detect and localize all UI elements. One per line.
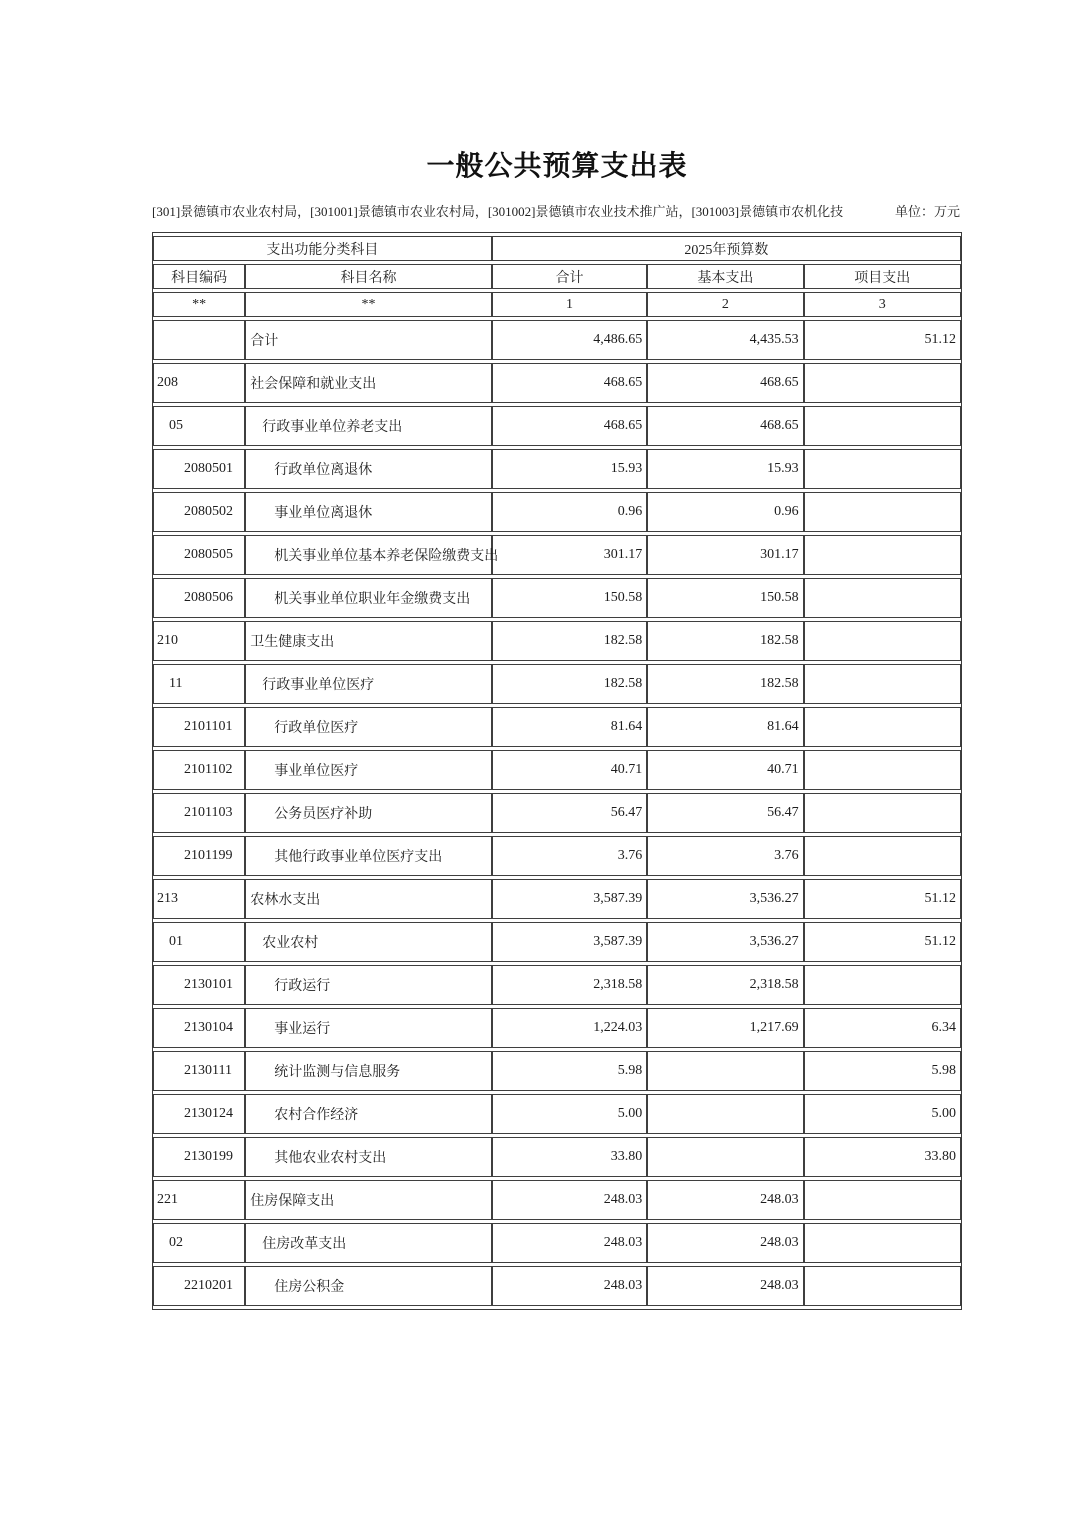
- subject-name-cell: 其他行政事业单位医疗支出: [245, 836, 492, 876]
- basic-expense-cell: 248.03: [647, 1223, 803, 1263]
- total-cell: 15.93: [492, 449, 647, 489]
- subject-name-cell: 合计: [245, 320, 492, 360]
- subject-code-cell: 2080505: [153, 535, 245, 575]
- project-expense-cell: [804, 965, 961, 1005]
- subject-name-cell: 行政单位离退休: [245, 449, 492, 489]
- table-row: [153, 1008, 961, 1048]
- project-expense-cell: [804, 836, 961, 876]
- total-cell: 1,224.03: [492, 1008, 647, 1048]
- subject-code-cell: 02: [153, 1223, 245, 1263]
- table-row: [153, 750, 961, 790]
- subject-name-cell: 农林水支出: [245, 879, 492, 919]
- header-col-total: 合计: [492, 264, 647, 289]
- budget-document-page: [152, 144, 962, 1310]
- subject-code-cell: 05: [153, 406, 245, 446]
- project-expense-cell: [804, 793, 961, 833]
- basic-expense-cell: 248.03: [647, 1266, 803, 1306]
- total-cell: 5.98: [492, 1051, 647, 1091]
- basic-expense-cell: 56.47: [647, 793, 803, 833]
- total-cell: 3,587.39: [492, 922, 647, 962]
- header-budget-group: 2025年预算数: [492, 236, 961, 261]
- subject-code-cell: 2130111: [153, 1051, 245, 1091]
- table-row: [153, 1266, 961, 1306]
- total-cell: 81.64: [492, 707, 647, 747]
- total-cell: 0.96: [492, 492, 647, 532]
- basic-expense-cell: 468.65: [647, 363, 803, 403]
- subject-name-cell: 事业单位离退休: [245, 492, 492, 532]
- meta-row: [152, 203, 962, 220]
- project-expense-cell: 5.98: [804, 1051, 961, 1091]
- placeholder-project: 3: [804, 292, 961, 317]
- basic-expense-cell: 0.96: [647, 492, 803, 532]
- placeholder-total: 1: [492, 292, 647, 317]
- total-cell: 33.80: [492, 1137, 647, 1177]
- total-cell: 40.71: [492, 750, 647, 790]
- header-col-project: 项目支出: [804, 264, 961, 289]
- subject-code-cell: 2130104: [153, 1008, 245, 1048]
- basic-expense-cell: [647, 1137, 803, 1177]
- subject-code-cell: 2080502: [153, 492, 245, 532]
- project-expense-cell: [804, 535, 961, 575]
- basic-expense-cell: 40.71: [647, 750, 803, 790]
- total-cell: 3.76: [492, 836, 647, 876]
- table-row: [153, 1223, 961, 1263]
- basic-expense-cell: 182.58: [647, 664, 803, 704]
- basic-expense-cell: 301.17: [647, 535, 803, 575]
- table-row: [153, 879, 961, 919]
- table-row: [153, 449, 961, 489]
- basic-expense-cell: 1,217.69: [647, 1008, 803, 1048]
- subject-name-cell: 住房公积金: [245, 1266, 492, 1306]
- placeholder-code: **: [153, 292, 245, 317]
- header-group-row: [153, 236, 961, 261]
- subject-name-cell: 社会保障和就业支出: [245, 363, 492, 403]
- subject-code-cell: 11: [153, 664, 245, 704]
- subject-name-cell: 行政事业单位医疗: [245, 664, 492, 704]
- basic-expense-cell: 182.58: [647, 621, 803, 661]
- table-row: [153, 793, 961, 833]
- basic-expense-cell: [647, 1051, 803, 1091]
- table-row: [153, 535, 961, 575]
- subject-code-cell: 2130199: [153, 1137, 245, 1177]
- basic-expense-cell: 15.93: [647, 449, 803, 489]
- org-unit-list: [152, 203, 844, 220]
- subject-name-cell: 其他农业农村支出: [245, 1137, 492, 1177]
- subject-code-cell: [153, 320, 245, 360]
- subject-name-cell: 事业单位医疗: [245, 750, 492, 790]
- subject-code-cell: 2130101: [153, 965, 245, 1005]
- basic-expense-cell: 248.03: [647, 1180, 803, 1220]
- table-row: [153, 1180, 961, 1220]
- basic-expense-cell: 3,536.27: [647, 879, 803, 919]
- total-cell: 56.47: [492, 793, 647, 833]
- header-col-code: 科目编码: [153, 264, 245, 289]
- subject-name-cell: 行政运行: [245, 965, 492, 1005]
- subject-name-cell: 公务员医疗补助: [245, 793, 492, 833]
- total-cell: 248.03: [492, 1223, 647, 1263]
- total-cell: 5.00: [492, 1094, 647, 1134]
- subject-name-cell: 卫生健康支出: [245, 621, 492, 661]
- project-expense-cell: [804, 363, 961, 403]
- basic-expense-cell: 4,435.53: [647, 320, 803, 360]
- subject-code-cell: 2101103: [153, 793, 245, 833]
- subject-code-cell: 210: [153, 621, 245, 661]
- subject-name-cell: 住房保障支出: [245, 1180, 492, 1220]
- subject-code-cell: 01: [153, 922, 245, 962]
- total-cell: 150.58: [492, 578, 647, 618]
- table-row: [153, 1051, 961, 1091]
- basic-expense-cell: 3,536.27: [647, 922, 803, 962]
- total-cell: 182.58: [492, 664, 647, 704]
- subject-name-cell: 住房改革支出: [245, 1223, 492, 1263]
- subject-code-cell: 2101101: [153, 707, 245, 747]
- basic-expense-cell: 468.65: [647, 406, 803, 446]
- table-row: [153, 965, 961, 1005]
- org-unit-list-text: [301]景德镇市农业农村局，[301001]景德镇市农业农村局，[301002]景德镇市农业技术推广站，[301003]景德镇市农机化: [152, 204, 831, 219]
- project-expense-cell: [804, 1266, 961, 1306]
- page-title: 一般公共预算支出表: [426, 151, 688, 182]
- header-col-basic: 基本支出: [647, 264, 803, 289]
- table-row: [153, 1137, 961, 1177]
- table-row: [153, 406, 961, 446]
- subject-name-cell: 统计监测与信息服务: [245, 1051, 492, 1091]
- subject-code-cell: 221: [153, 1180, 245, 1220]
- subject-code-cell: 213: [153, 879, 245, 919]
- unit-label: 单位：万元: [894, 204, 960, 219]
- basic-expense-cell: 3.76: [647, 836, 803, 876]
- header-placeholder-row: [153, 292, 961, 317]
- project-expense-cell: 5.00: [804, 1094, 961, 1134]
- project-expense-cell: [804, 1223, 961, 1263]
- table-row: [153, 922, 961, 962]
- budget-table: [152, 232, 962, 1310]
- total-cell: 301.17: [492, 535, 647, 575]
- project-expense-cell: [804, 406, 961, 446]
- header-col-name: 科目名称: [245, 264, 492, 289]
- budget-table-header: [153, 236, 961, 317]
- table-row: [153, 621, 961, 661]
- table-row: [153, 707, 961, 747]
- subject-name-cell: 机关事业单位职业年金缴费支出: [245, 578, 492, 618]
- subject-code-cell: 2210201: [153, 1266, 245, 1306]
- project-expense-cell: 51.12: [804, 922, 961, 962]
- project-expense-cell: [804, 1180, 961, 1220]
- total-cell: 2,318.58: [492, 965, 647, 1005]
- total-cell: 248.03: [492, 1180, 647, 1220]
- budget-table-body: [153, 320, 961, 1306]
- project-expense-cell: 33.80: [804, 1137, 961, 1177]
- basic-expense-cell: 2,318.58: [647, 965, 803, 1005]
- project-expense-cell: 6.34: [804, 1008, 961, 1048]
- total-cell: 3,587.39: [492, 879, 647, 919]
- header-function-group: 支出功能分类科目: [153, 236, 492, 261]
- subject-name-cell: 机关事业单位基本养老保险缴费支出: [245, 535, 492, 575]
- total-cell: 468.65: [492, 406, 647, 446]
- subject-name-cell: 事业运行: [245, 1008, 492, 1048]
- org-unit-list-clipped-char: 技: [830, 204, 844, 219]
- header-columns-row: [153, 264, 961, 289]
- total-cell: 182.58: [492, 621, 647, 661]
- subject-name-cell: 农村合作经济: [245, 1094, 492, 1134]
- table-row: [153, 836, 961, 876]
- project-expense-cell: [804, 664, 961, 704]
- project-expense-cell: [804, 492, 961, 532]
- table-row: [153, 363, 961, 403]
- total-cell: 4,486.65: [492, 320, 647, 360]
- table-row: [153, 1094, 961, 1134]
- project-expense-cell: [804, 707, 961, 747]
- project-expense-cell: [804, 449, 961, 489]
- project-expense-cell: [804, 750, 961, 790]
- subject-name-cell: 行政事业单位养老支出: [245, 406, 492, 446]
- project-expense-cell: 51.12: [804, 879, 961, 919]
- basic-expense-cell: 150.58: [647, 578, 803, 618]
- table-row: [153, 492, 961, 532]
- subject-name-cell: 农业农村: [245, 922, 492, 962]
- table-row: [153, 578, 961, 618]
- project-expense-cell: 51.12: [804, 320, 961, 360]
- total-cell: 248.03: [492, 1266, 647, 1306]
- subject-code-cell: 2101199: [153, 836, 245, 876]
- subject-code-cell: 2080501: [153, 449, 245, 489]
- basic-expense-cell: [647, 1094, 803, 1134]
- total-cell: 468.65: [492, 363, 647, 403]
- placeholder-basic: 2: [647, 292, 803, 317]
- basic-expense-cell: 81.64: [647, 707, 803, 747]
- table-row: [153, 320, 961, 360]
- subject-code-cell: 208: [153, 363, 245, 403]
- placeholder-name: **: [245, 292, 492, 317]
- subject-code-cell: 2101102: [153, 750, 245, 790]
- subject-code-cell: 2080506: [153, 578, 245, 618]
- project-expense-cell: [804, 578, 961, 618]
- table-row: [153, 664, 961, 704]
- subject-code-cell: 2130124: [153, 1094, 245, 1134]
- subject-name-cell: 行政单位医疗: [245, 707, 492, 747]
- project-expense-cell: [804, 621, 961, 661]
